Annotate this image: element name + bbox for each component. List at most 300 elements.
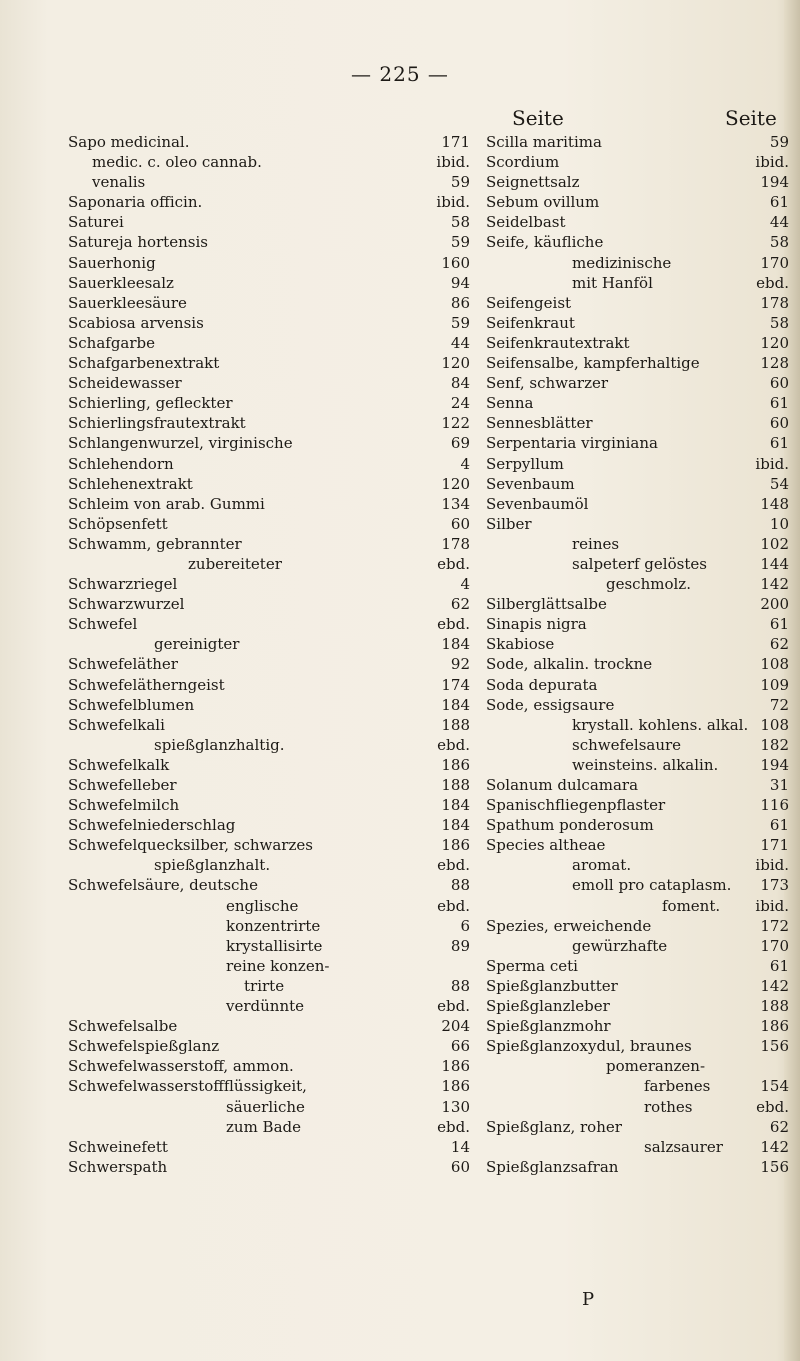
entry-term: Seidelbast — [486, 213, 566, 232]
index-entry — [486, 454, 789, 474]
index-entry — [486, 273, 789, 293]
entry-term: Seife, käufliche — [486, 233, 604, 252]
index-entry — [68, 1056, 470, 1076]
entry-term: Saturei — [68, 213, 124, 232]
entry-term: Schafgarbenextrakt — [68, 354, 220, 373]
entry-term: Seignettsalz — [486, 173, 580, 192]
entry-term: Schlehendorn — [68, 454, 174, 473]
index-entry — [486, 1137, 789, 1157]
index-entry — [486, 1117, 789, 1137]
entry-page: 69 — [450, 434, 470, 453]
entry-page: ibid. — [755, 856, 789, 875]
index-entry — [486, 956, 789, 976]
index-entry — [68, 634, 470, 654]
index-entry — [486, 474, 789, 494]
entry-term: Spießglanzsafran — [486, 1157, 619, 1176]
entry-term: farbenes — [644, 1077, 711, 1096]
entry-term: Solanum dulcamara — [486, 776, 639, 794]
entry-page: 61 — [769, 956, 789, 975]
index-column-right — [486, 132, 789, 1177]
entry-term: weinsteins. alkalin. — [572, 755, 719, 774]
index-entry — [68, 494, 470, 514]
entry-term: Sauerkleesäure — [68, 293, 187, 312]
index-entry — [68, 313, 470, 333]
index-entry — [68, 554, 470, 574]
entry-page: 184 — [441, 695, 470, 714]
index-entry — [68, 192, 470, 212]
entry-term: spießglanzhaltig. — [154, 735, 285, 754]
index-entry — [486, 735, 789, 755]
entry-page: 62 — [450, 595, 470, 614]
index-entry — [486, 574, 789, 594]
index-entry — [68, 253, 470, 273]
entry-page: 59 — [450, 173, 470, 192]
entry-term: Species altheae — [486, 836, 606, 855]
entry-page: 72 — [769, 695, 789, 714]
entry-page: 92 — [450, 655, 470, 674]
index-entry — [68, 413, 470, 433]
column-header-left: Seite — [512, 106, 564, 130]
index-entry — [68, 534, 470, 554]
index-entry — [68, 594, 470, 614]
index-entry — [68, 795, 470, 815]
entry-page: ibid. — [755, 153, 789, 172]
entry-page: 10 — [769, 514, 789, 533]
entry-page: ebd. — [437, 554, 470, 573]
index-entry — [486, 1157, 789, 1177]
index-entry — [68, 1097, 470, 1117]
entry-term: zum Bade — [226, 1117, 301, 1136]
entry-page: 44 — [769, 213, 789, 232]
entry-page: 6 — [460, 916, 470, 935]
index-entry — [486, 152, 789, 172]
index-entry — [68, 936, 470, 956]
entry-page: 130 — [441, 1097, 470, 1116]
entry-page: 60 — [769, 414, 789, 433]
index-entry — [486, 1056, 789, 1076]
entry-term: Spießglanzbutter — [486, 976, 618, 995]
entry-page: 61 — [769, 615, 789, 634]
entry-page: 188 — [441, 776, 470, 794]
entry-term: Sevenbaumöl — [486, 494, 589, 513]
entry-term: Schöpsenfett — [68, 514, 168, 533]
entry-page: 31 — [769, 776, 789, 794]
index-entry — [68, 333, 470, 353]
entry-term: Schwefel — [68, 615, 138, 634]
entry-term: Spießglanzoxydul, braunes — [486, 1037, 692, 1056]
entry-term: gewürzhafte — [572, 936, 668, 955]
index-entry — [68, 1157, 470, 1177]
index-entry — [68, 614, 470, 634]
entry-term: Sapo medicinal. — [68, 133, 190, 151]
index-entry — [486, 514, 789, 534]
index-entry — [68, 956, 470, 976]
index-entry — [486, 373, 789, 393]
entry-term: trirte — [244, 976, 285, 995]
entry-term: Schwefelspießglanz — [68, 1037, 220, 1056]
index-entry — [68, 353, 470, 373]
entry-page: 171 — [760, 836, 789, 855]
entry-page: 122 — [441, 414, 470, 433]
entry-term: Schafgarbe — [68, 333, 156, 352]
index-entry — [68, 393, 470, 413]
entry-term: Spießglanz, roher — [486, 1117, 622, 1136]
entry-page: 66 — [450, 1037, 470, 1056]
index-entry — [486, 172, 789, 192]
entry-term: Schwefelwasserstoff, ammon. — [68, 1057, 294, 1076]
entry-page: 184 — [441, 796, 470, 815]
index-entry — [486, 594, 789, 614]
entry-page: 178 — [760, 293, 789, 312]
entry-term: Sauerhonig — [68, 253, 156, 272]
index-entry — [486, 132, 789, 152]
entry-page: 142 — [760, 575, 789, 594]
entry-page: ebd. — [756, 1097, 789, 1116]
index-entry — [68, 896, 470, 916]
entry-term: Schlangenwurzel, virginische — [68, 434, 293, 453]
index-entry — [68, 1137, 470, 1157]
index-entry — [486, 835, 789, 855]
index-entry — [486, 855, 789, 875]
entry-term: salpeterf gelöstes — [572, 554, 707, 573]
entry-page: 178 — [441, 534, 470, 553]
entry-term: Scabiosa arvensis — [68, 313, 204, 332]
entry-term: Scheidewasser — [68, 374, 182, 393]
entry-term: Schwerspath — [68, 1157, 168, 1176]
entry-term: medizinische — [572, 253, 672, 272]
entry-page: 188 — [760, 997, 789, 1016]
entry-page: 156 — [760, 1157, 789, 1176]
entry-term: krystall. kohlens. alkal. — [572, 715, 749, 734]
entry-page: 88 — [450, 876, 470, 895]
entry-term: Spezies, erweichende — [486, 916, 652, 935]
entry-page: 102 — [760, 534, 789, 553]
index-entry — [68, 835, 470, 855]
entry-term: rothes — [644, 1097, 693, 1116]
entry-term: Sennesblätter — [486, 414, 593, 433]
entry-page: 194 — [760, 755, 789, 774]
entry-term: Schwefelquecksilber, schwarzes — [68, 836, 313, 855]
entry-term: medic. c. oleo cannab. — [92, 153, 262, 172]
index-entry — [68, 695, 470, 715]
entry-term: schwefelsaure — [572, 735, 682, 754]
index-entry — [68, 373, 470, 393]
entry-term: englische — [226, 896, 299, 915]
entry-term: Senf, schwarzer — [486, 374, 609, 393]
entry-term: Schwefelmilch — [68, 796, 180, 815]
entry-term: Sode, essigsaure — [486, 695, 615, 714]
entry-page: ebd. — [437, 615, 470, 634]
index-entry — [486, 353, 789, 373]
index-entry — [68, 273, 470, 293]
entry-page: 59 — [450, 233, 470, 252]
entry-term: mit Hanföl — [572, 273, 653, 292]
entry-term: Sode, alkalin. trockne — [486, 655, 653, 674]
entry-term: foment. — [662, 896, 721, 915]
index-entry — [68, 855, 470, 875]
index-entry — [486, 916, 789, 936]
entry-term: pomeranzen- — [606, 1057, 706, 1076]
entry-page: 61 — [769, 394, 789, 413]
entry-page: 148 — [760, 494, 789, 513]
entry-term: Sinapis nigra — [486, 615, 587, 634]
entry-term: Schierling, gefleckter — [68, 394, 233, 413]
page-number: — 225 — — [351, 62, 449, 86]
index-entry — [486, 494, 789, 514]
entry-term: Sauerkleesalz — [68, 273, 174, 292]
entry-page: 61 — [769, 434, 789, 453]
index-entry — [486, 976, 789, 996]
entry-term: salzsaurer — [644, 1137, 723, 1156]
index-entry — [68, 916, 470, 936]
index-entry — [486, 534, 789, 554]
index-entry — [68, 1117, 470, 1137]
index-entry — [68, 172, 470, 192]
entry-page: 142 — [760, 1137, 789, 1156]
index-entry — [486, 333, 789, 353]
entry-term: Sperma ceti — [486, 956, 578, 975]
index-entry — [486, 896, 789, 916]
entry-term: Soda depurata — [486, 675, 598, 694]
index-entry — [486, 755, 789, 775]
index-column-left — [68, 132, 470, 1177]
index-entry — [486, 212, 789, 232]
entry-page: 116 — [760, 796, 789, 815]
entry-term: Satureja hortensis — [68, 233, 208, 252]
index-entry — [68, 132, 470, 152]
entry-term: Saponaria officin. — [68, 193, 203, 212]
entry-term: Skabiose — [486, 635, 555, 654]
entry-term: Schwefelniederschlag — [68, 816, 236, 835]
index-entry — [68, 514, 470, 534]
entry-term: Schwefelkali — [68, 715, 165, 734]
entry-term: Schwefelkalk — [68, 755, 170, 774]
index-entry — [486, 1097, 789, 1117]
entry-page: 188 — [441, 715, 470, 734]
entry-page: 60 — [450, 1157, 470, 1176]
entry-page: ebd. — [756, 273, 789, 292]
index-entry — [68, 152, 470, 172]
entry-page: 84 — [450, 374, 470, 393]
index-entry — [486, 293, 789, 313]
index-entry — [486, 654, 789, 674]
entry-page: 128 — [760, 354, 789, 373]
entry-term: aromat. — [572, 856, 632, 875]
entry-page: 182 — [760, 735, 789, 754]
entry-page: 14 — [450, 1137, 470, 1156]
index-entry — [68, 433, 470, 453]
index-entry — [486, 996, 789, 1016]
entry-page: 154 — [760, 1077, 789, 1096]
index-entry — [68, 1016, 470, 1036]
entry-page: 62 — [769, 635, 789, 654]
index-entry — [486, 413, 789, 433]
index-entry — [486, 232, 789, 252]
index-entry — [68, 574, 470, 594]
index-entry — [486, 614, 789, 634]
index-entry — [486, 1076, 789, 1096]
index-entry — [68, 654, 470, 674]
signature-mark: P — [582, 1289, 595, 1310]
entry-page: 204 — [441, 1017, 470, 1036]
entry-page: ibid. — [755, 896, 789, 915]
index-entry — [486, 795, 789, 815]
index-entry — [486, 875, 789, 895]
entry-page: 60 — [450, 514, 470, 533]
entry-page: 186 — [441, 755, 470, 774]
entry-term: Schwefelwasserstoffflüssigkeit, — [68, 1077, 307, 1096]
index-entry — [486, 1016, 789, 1036]
entry-term: geschmolz. — [606, 575, 691, 594]
entry-term: Schwefeläther — [68, 655, 178, 674]
entry-page: 170 — [760, 936, 789, 955]
entry-page: 109 — [760, 675, 789, 694]
index-entry — [68, 815, 470, 835]
entry-page: 108 — [760, 655, 789, 674]
index-entry — [68, 775, 470, 795]
entry-term: Spathum ponderosum — [486, 816, 654, 835]
entry-page: 200 — [760, 595, 789, 614]
entry-page: 86 — [450, 293, 470, 312]
entry-page: ibid. — [436, 193, 470, 212]
entry-page: 120 — [760, 333, 789, 352]
entry-term: Schlehenextrakt — [68, 474, 193, 493]
entry-term: Schwefelblumen — [68, 695, 195, 714]
entry-term: Sevenbaum — [486, 474, 575, 493]
entry-page: 88 — [450, 976, 470, 995]
index-entry — [486, 695, 789, 715]
index-entry — [68, 715, 470, 735]
entry-term: zubereiteter — [188, 554, 282, 573]
index-entry — [68, 976, 470, 996]
entry-term: venalis — [92, 173, 146, 192]
entry-page: 58 — [769, 313, 789, 332]
entry-term: Schierlingsfrautextrakt — [68, 414, 246, 433]
entry-term: Silberglättsalbe — [486, 595, 607, 614]
entry-term: krystallisirte — [226, 936, 323, 955]
index-entry — [486, 936, 789, 956]
entry-page: 59 — [769, 133, 789, 151]
entry-page: 156 — [760, 1037, 789, 1056]
entry-page: 58 — [450, 213, 470, 232]
index-entry — [486, 253, 789, 273]
entry-term: Schleim von arab. Gummi — [68, 494, 265, 513]
entry-page: 54 — [769, 474, 789, 493]
entry-page: 120 — [441, 354, 470, 373]
entry-term: Schwamm, gebrannter — [68, 534, 242, 553]
entry-term: Serpyllum — [486, 454, 564, 473]
entry-term: Schwefelsäure, deutsche — [68, 876, 258, 895]
entry-term: Scordium — [486, 153, 560, 172]
entry-term: emoll pro cataplasm. — [572, 876, 732, 895]
entry-term: Seifenkrautextrakt — [486, 333, 630, 352]
entry-term: Spießglanzmohr — [486, 1017, 611, 1036]
entry-page: 44 — [450, 333, 470, 352]
entry-page: 170 — [760, 253, 789, 272]
entry-page: 58 — [769, 233, 789, 252]
entry-page: ibid. — [755, 454, 789, 473]
entry-page: ebd. — [437, 997, 470, 1016]
entry-term: konzentrirte — [226, 916, 321, 935]
entry-page: 186 — [441, 1077, 470, 1096]
entry-term: Seifenkraut — [486, 313, 575, 332]
entry-term: gereinigter — [154, 635, 240, 654]
entry-term: Schwefelätherngeist — [68, 675, 225, 694]
entry-page: ebd. — [437, 735, 470, 754]
entry-term: reines — [572, 534, 620, 553]
index-entry — [68, 232, 470, 252]
entry-page: 186 — [441, 836, 470, 855]
entry-term: spießglanzhalt. — [154, 856, 271, 875]
entry-page: 4 — [460, 575, 470, 594]
entry-page: 174 — [441, 675, 470, 694]
index-entry — [68, 755, 470, 775]
entry-page: 94 — [450, 273, 470, 292]
entry-page: ebd. — [437, 896, 470, 915]
entry-page: ebd. — [437, 1117, 470, 1136]
entry-page: 144 — [760, 554, 789, 573]
entry-term: reine konzen- — [226, 956, 330, 975]
entry-term: Seifensalbe, kampferhaltige — [486, 354, 700, 373]
entry-page: 61 — [769, 816, 789, 835]
entry-term: Schwarzriegel — [68, 575, 178, 594]
entry-page: 108 — [760, 715, 789, 734]
entry-page: ibid. — [436, 153, 470, 172]
index-entry — [68, 1036, 470, 1056]
entry-page: 184 — [441, 816, 470, 835]
entry-page: 160 — [441, 253, 470, 272]
entry-page: ebd. — [437, 856, 470, 875]
index-entry — [486, 192, 789, 212]
entry-page: 194 — [760, 173, 789, 192]
entry-page: 62 — [769, 1117, 789, 1136]
index-entry — [486, 554, 789, 574]
index-entry — [486, 634, 789, 654]
index-entry — [68, 875, 470, 895]
entry-term: Seifengeist — [486, 293, 572, 312]
entry-page: 173 — [760, 876, 789, 895]
entry-term: Schwarzwurzel — [68, 595, 185, 614]
index-entry — [68, 474, 470, 494]
index-entry — [486, 775, 789, 795]
index-entry — [486, 393, 789, 413]
index-entry — [486, 433, 789, 453]
entry-page: 24 — [450, 394, 470, 413]
entry-term: Senna — [486, 394, 534, 413]
index-entry — [68, 735, 470, 755]
index-entry — [68, 454, 470, 474]
index-entry — [486, 815, 789, 835]
entry-term: Schweinefett — [68, 1137, 168, 1156]
index-entry — [486, 313, 789, 333]
column-header-right: Seite — [725, 106, 777, 130]
index-entry — [486, 715, 789, 735]
entry-page: 186 — [441, 1057, 470, 1076]
index-entry — [68, 1076, 470, 1096]
entry-page: 89 — [450, 936, 470, 955]
entry-page: 171 — [441, 133, 470, 151]
entry-term: Scilla maritima — [486, 133, 602, 151]
entry-term: verdünnte — [226, 997, 305, 1016]
entry-term: säuerliche — [226, 1097, 305, 1116]
entry-term: Schwefelleber — [68, 776, 177, 794]
entry-page: 120 — [441, 474, 470, 493]
entry-page: 60 — [769, 374, 789, 393]
index-entry — [68, 996, 470, 1016]
index-entry — [486, 1036, 789, 1056]
index-entry — [68, 293, 470, 313]
index-entry — [68, 212, 470, 232]
